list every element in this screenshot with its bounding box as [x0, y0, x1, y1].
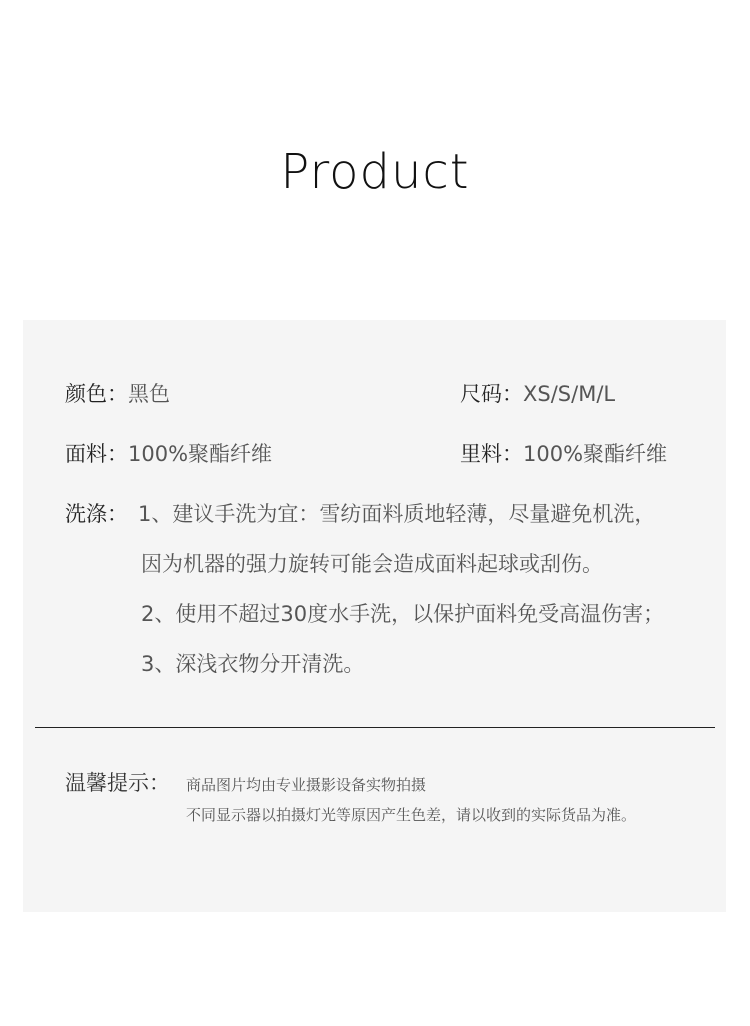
fabric-value: 100%聚酯纤维 [128, 442, 273, 466]
product-info-card [23, 320, 726, 912]
page-title: Product [280, 144, 470, 200]
size-spec [460, 379, 615, 409]
tips-label: 温馨提示： [65, 771, 170, 795]
color-spec [65, 379, 170, 409]
lining-value: 100%聚酯纤维 [523, 442, 668, 466]
size-value: XS/S/M/L [523, 382, 616, 406]
washing-line-1: 1、建议手洗为宜：雪纺面料质地轻薄，尽量避免机洗， [138, 502, 656, 526]
fabric-label: 面料： [65, 442, 128, 466]
washing-line-3: 2、使用不超过30度水手洗，以保护面料免受高温伤害； [141, 602, 665, 626]
tips-line-1: 商品图片均由专业摄影设备实物拍摄 [186, 776, 427, 794]
color-value: 黑色 [128, 382, 170, 406]
washing-label [65, 499, 128, 529]
washing-line-2: 因为机器的强力旋转可能会造成面料起球或刮伤。 [141, 552, 603, 576]
washing-line-4: 3、深浅衣物分开清洗。 [141, 652, 365, 676]
size-label: 尺码： [460, 382, 523, 406]
fabric-spec [65, 439, 272, 469]
divider [35, 727, 715, 728]
lining-spec [460, 439, 667, 469]
washing-label-text: 洗涤： [65, 502, 128, 526]
color-label: 颜色： [65, 382, 128, 406]
tips-line-2: 不同显示器以拍摄灯光等原因产生色差，请以收到的实际货品为准。 [186, 806, 637, 824]
lining-label: 里料： [460, 442, 523, 466]
